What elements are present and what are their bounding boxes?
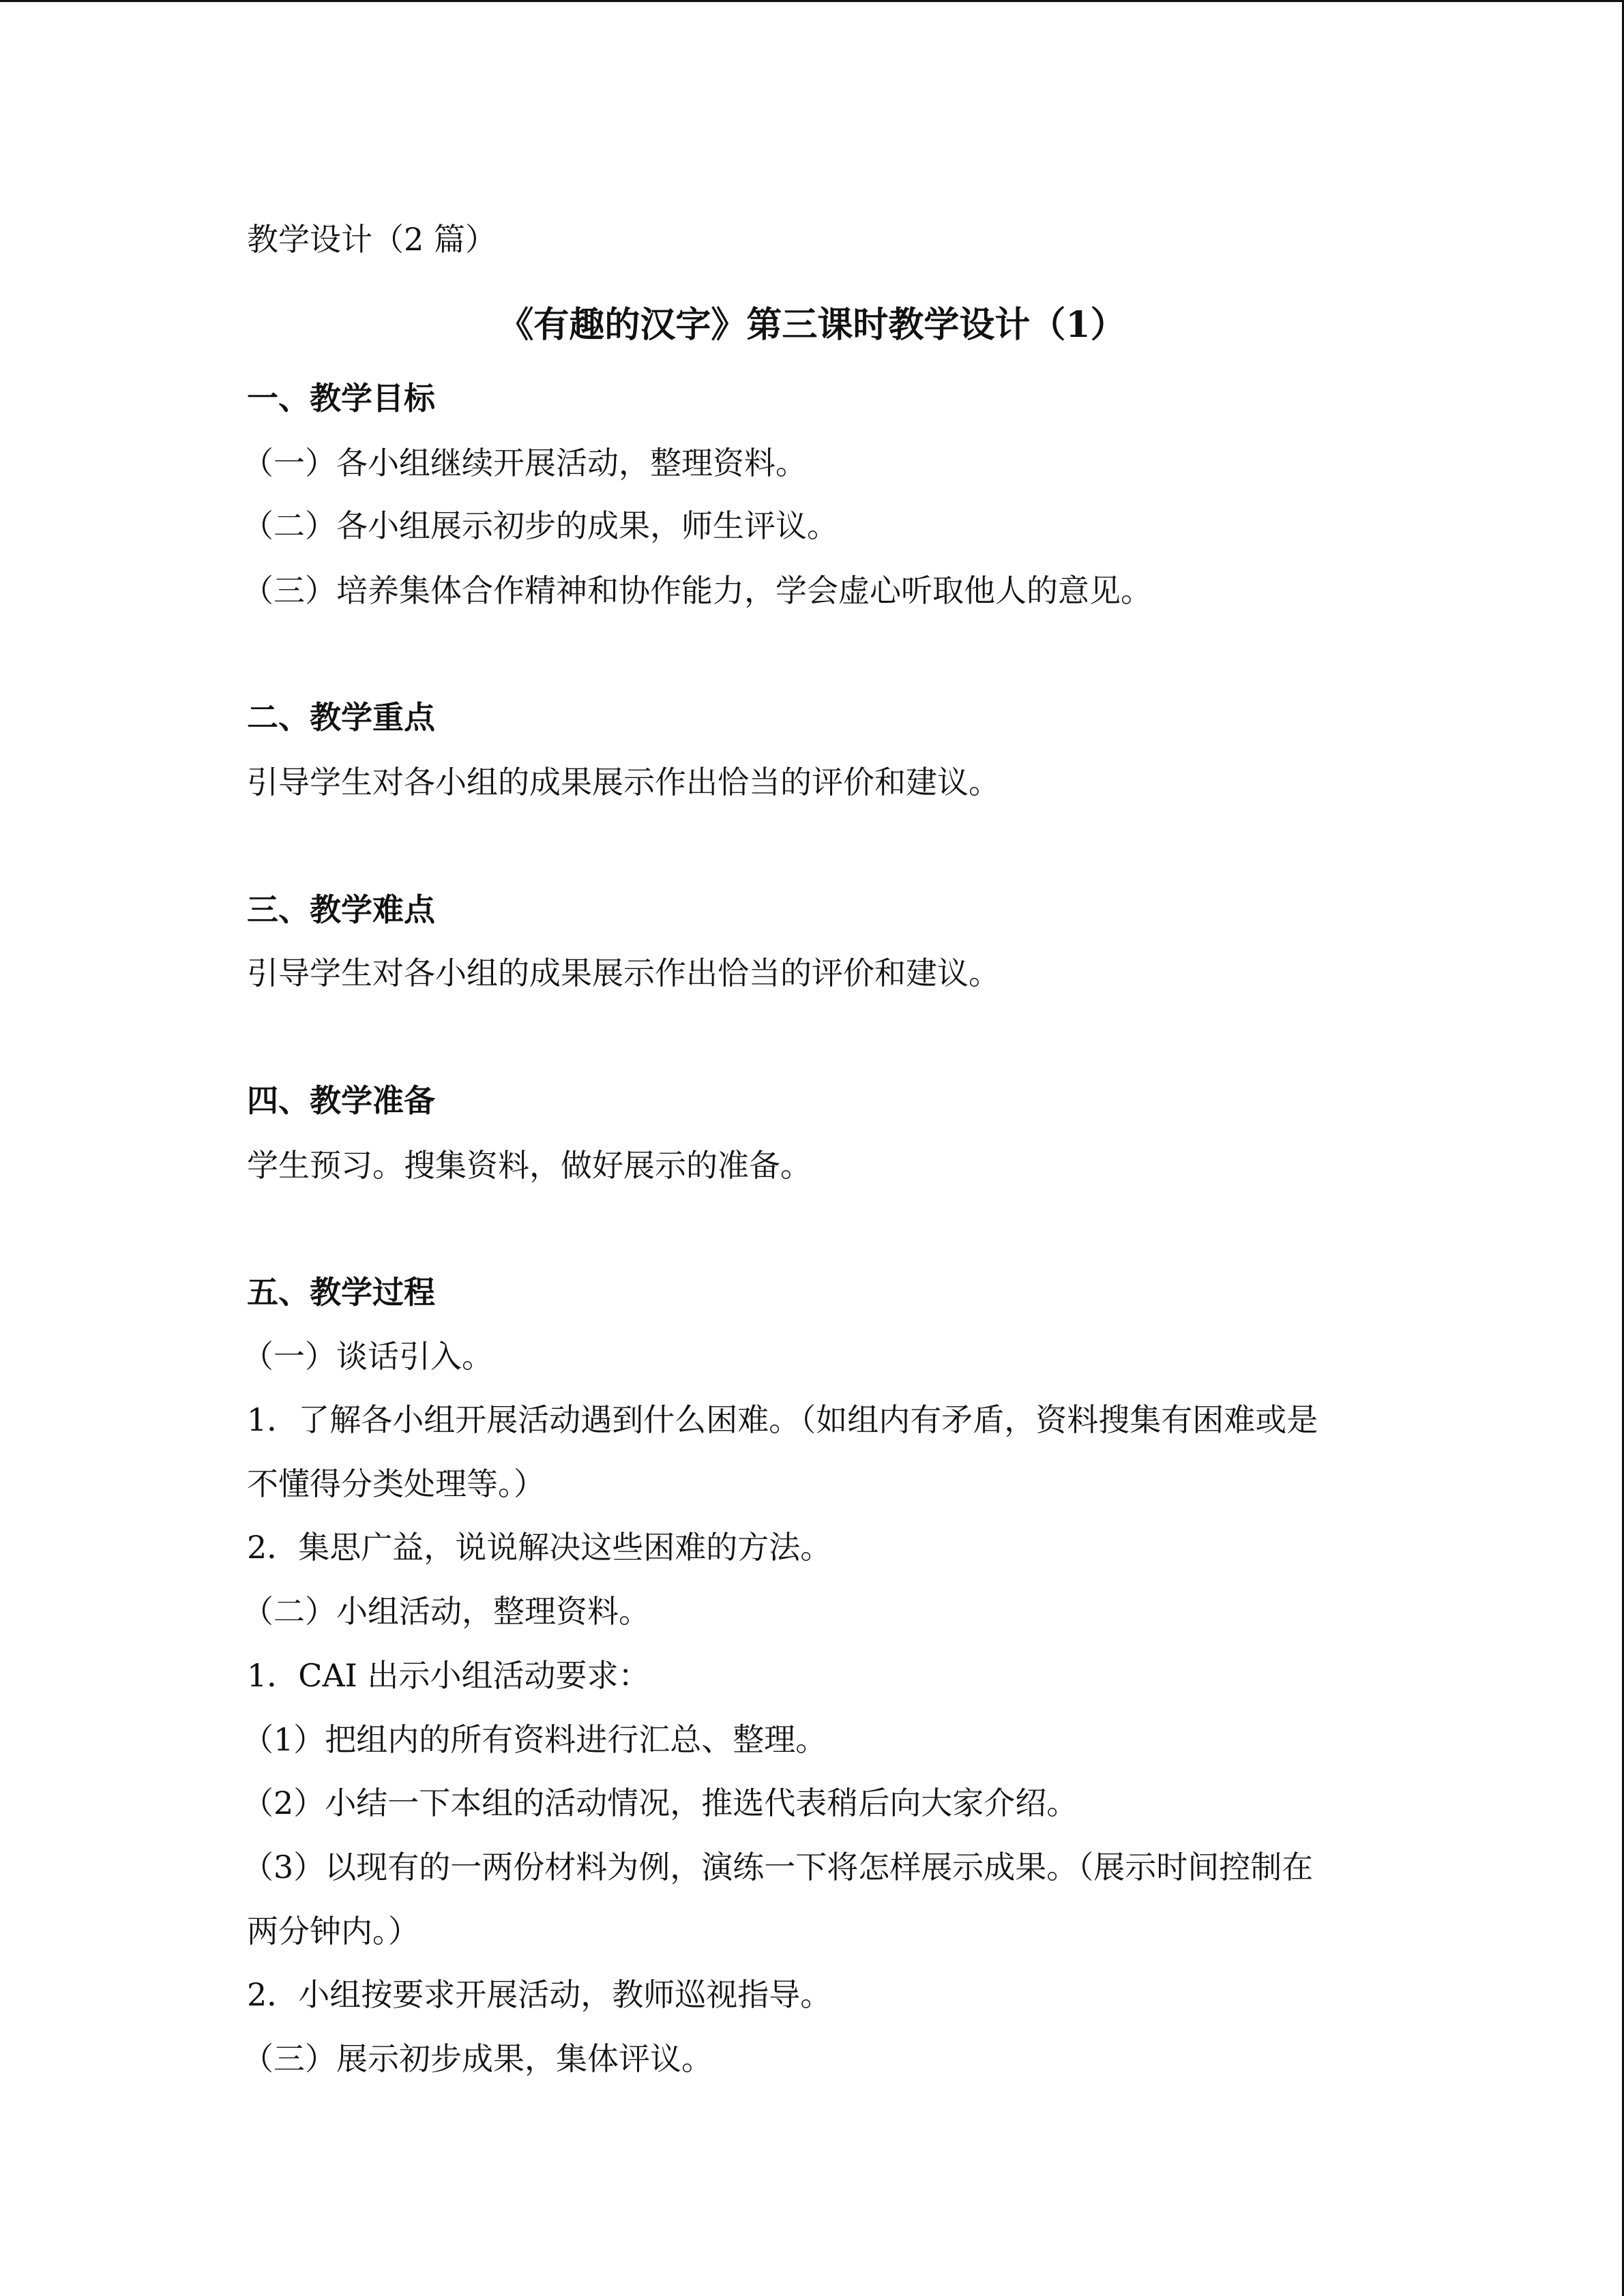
goal-item: （三）培养集体合作精神和协作能力，学会虚心听取他人的意见。 — [242, 572, 1152, 609]
page-border-top — [0, 0, 1624, 2]
process-line: 2．集思广益，说说解决这些困难的方法。 — [247, 1529, 832, 1566]
preparation-heading: 四、教学准备 — [247, 1082, 435, 1119]
difficulties-text: 引导学生对各小组的成果展示作出恰当的评价和建议。 — [247, 955, 1000, 992]
page-header: 教学设计（2 篇） — [247, 221, 497, 258]
process-line: （三）展示初步成果，集体评议。 — [242, 2040, 713, 2077]
process-line: （3）以现有的一两份材料为例，演练一下将怎样展示成果。（展示时间控制在 — [242, 1849, 1314, 1885]
process-line: 1．了解各小组开展活动遇到什么困难。（如组内有矛盾，资料搜集有困难或是 — [247, 1401, 1318, 1438]
goal-item: （一）各小组继续开展活动，整理资料。 — [242, 445, 807, 481]
process-line: （一）谈话引入。 — [242, 1338, 493, 1375]
document-title: 《有趣的汉字》第三课时教学设计（1） — [498, 304, 1126, 346]
process-line: （2）小结一下本组的活动情况，推选代表稍后向大家介绍。 — [242, 1785, 1078, 1821]
process-line: 1．CAI 出示小组活动要求： — [247, 1657, 650, 1694]
goal-item: （二）各小组展示初步的成果，师生评议。 — [242, 507, 838, 544]
process-line: （1）把组内的所有资料进行汇总、整理。 — [242, 1721, 827, 1758]
preparation-text: 学生预习。搜集资料，做好展示的准备。 — [247, 1147, 812, 1184]
process-line: （二）小组活动，整理资料。 — [242, 1593, 650, 1630]
key-points-text: 引导学生对各小组的成果展示作出恰当的评价和建议。 — [247, 764, 1000, 801]
difficulties-heading: 三、教学难点 — [247, 891, 435, 928]
process-line: 两分钟内。） — [247, 1913, 419, 1950]
goals-heading: 一、教学目标 — [247, 380, 435, 417]
process-heading: 五、教学过程 — [247, 1274, 435, 1311]
process-line: 不懂得分类处理等。） — [247, 1465, 545, 1502]
process-line: 2．小组按要求开展活动，教师巡视指导。 — [247, 1976, 832, 2013]
key-points-heading: 二、教学重点 — [247, 699, 435, 736]
